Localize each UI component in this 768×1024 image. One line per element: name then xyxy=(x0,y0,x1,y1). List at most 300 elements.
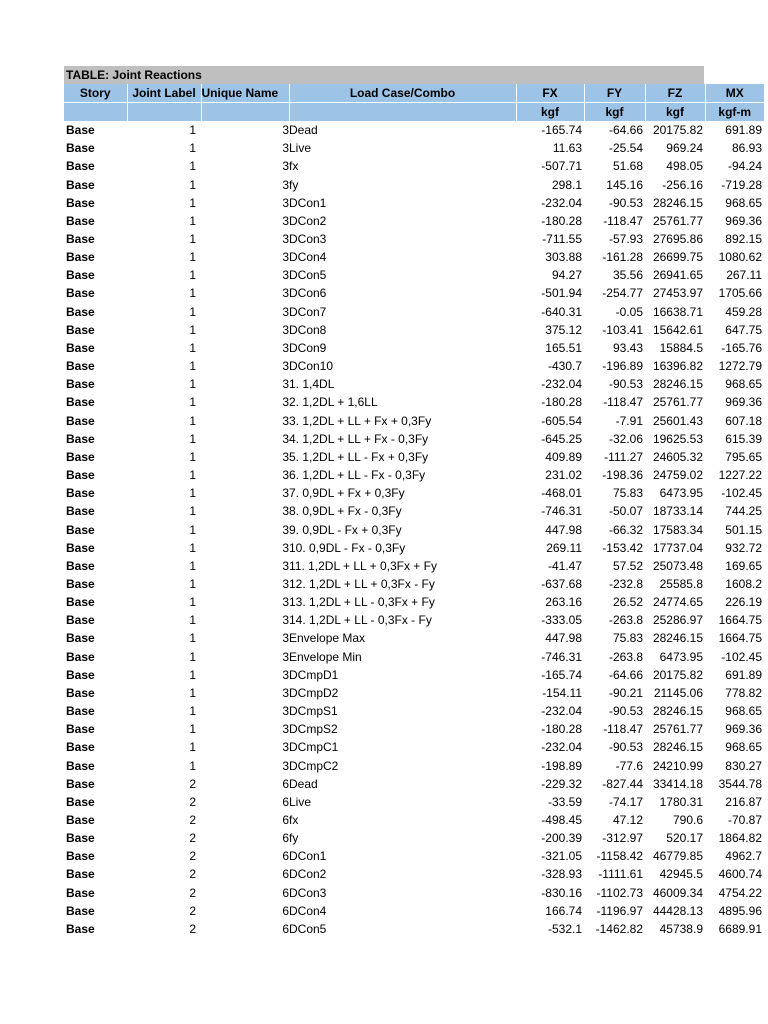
cell-fy[interactable]: -90.53 xyxy=(608,377,643,392)
cell-fx[interactable]: -333.05 xyxy=(541,613,582,628)
cell-joint-label[interactable]: 1 xyxy=(189,195,196,210)
cell-load-case[interactable]: DCmpC2 xyxy=(289,758,339,773)
cell-mx[interactable]: 969.36 xyxy=(725,395,762,410)
cell-fx[interactable]: -605.54 xyxy=(541,413,582,428)
cell-fz[interactable]: 15884.5 xyxy=(659,340,703,355)
cell-fy[interactable]: -74.17 xyxy=(608,794,643,809)
cell-fx[interactable]: -33.59 xyxy=(547,794,582,809)
cell-fz[interactable]: 21145.06 xyxy=(653,685,703,700)
cell-fx[interactable]: -328.93 xyxy=(541,867,582,882)
cell-unique-name[interactable]: 6 xyxy=(282,921,289,936)
cell-fy[interactable]: -153.42 xyxy=(602,540,643,555)
cell-fz[interactable]: 520.17 xyxy=(666,831,703,846)
cell-mx[interactable]: 691.89 xyxy=(725,667,762,682)
cell-joint-label[interactable]: 1 xyxy=(189,740,196,755)
cell-fx[interactable]: -232.04 xyxy=(541,740,582,755)
cell-mx[interactable]: 1227.22 xyxy=(718,468,762,483)
cell-fz[interactable]: 42945.5 xyxy=(659,867,703,882)
cell-unique-name[interactable]: 3 xyxy=(282,377,289,392)
cell-load-case[interactable]: DCon8 xyxy=(289,322,327,337)
cell-fx[interactable]: 447.98 xyxy=(545,631,582,646)
cell-joint-label[interactable]: 1 xyxy=(189,304,196,319)
cell-mx[interactable]: 169.65 xyxy=(725,558,762,573)
cell-fz[interactable]: 27453.97 xyxy=(652,286,703,301)
cell-mx[interactable]: 459.28 xyxy=(725,304,762,319)
cell-fx[interactable]: -165.74 xyxy=(541,667,582,682)
cell-story[interactable]: Base xyxy=(66,885,95,900)
cell-fy[interactable]: -263.8 xyxy=(608,649,643,664)
cell-mx[interactable]: 6689.91 xyxy=(718,921,762,936)
cell-fz[interactable]: 20175.82 xyxy=(652,123,703,138)
cell-load-case[interactable]: 6. 1,2DL + LL - Fx - 0,3Fy xyxy=(289,468,426,483)
cell-fy[interactable]: 47.12 xyxy=(612,813,643,828)
cell-fx[interactable]: -180.28 xyxy=(541,213,582,228)
cell-story[interactable]: Base xyxy=(66,813,95,828)
cell-story[interactable]: Base xyxy=(66,631,95,646)
cell-fy[interactable]: -90.21 xyxy=(608,685,643,700)
cell-fy[interactable]: -1462.82 xyxy=(595,921,643,936)
cell-story[interactable]: Base xyxy=(66,685,95,700)
cell-fx[interactable]: -229.32 xyxy=(541,776,582,791)
cell-fz[interactable]: 28246.15 xyxy=(652,704,703,719)
cell-fx[interactable]: -507.71 xyxy=(541,159,582,174)
cell-fy[interactable]: 57.52 xyxy=(612,558,643,573)
cell-joint-label[interactable]: 1 xyxy=(189,486,196,501)
cell-story[interactable]: Base xyxy=(66,613,95,628)
cell-story[interactable]: Base xyxy=(66,395,95,410)
cell-fx[interactable]: 231.02 xyxy=(545,468,582,483)
cell-fy[interactable]: -827.44 xyxy=(602,776,643,791)
cell-fx[interactable]: -200.39 xyxy=(541,831,582,846)
cell-unique-name[interactable]: 3 xyxy=(282,595,289,610)
cell-fy[interactable]: -312.97 xyxy=(602,831,643,846)
cell-mx[interactable]: 1080.62 xyxy=(718,250,762,265)
cell-joint-label[interactable]: 1 xyxy=(189,340,196,355)
cell-story[interactable]: Base xyxy=(66,921,95,936)
cell-joint-label[interactable]: 1 xyxy=(189,667,196,682)
cell-fy[interactable]: -0.05 xyxy=(615,304,643,319)
cell-load-case[interactable]: 9. 0,9DL - Fx + 0,3Fy xyxy=(289,522,402,537)
cell-joint-label[interactable]: 2 xyxy=(189,885,196,900)
cell-fx[interactable]: -746.31 xyxy=(541,649,582,664)
cell-story[interactable]: Base xyxy=(66,213,95,228)
cell-unique-name[interactable]: 6 xyxy=(282,885,289,900)
cell-joint-label[interactable]: 1 xyxy=(189,232,196,247)
cell-story[interactable]: Base xyxy=(66,177,95,192)
cell-fz[interactable]: 6473.95 xyxy=(659,649,703,664)
cell-story[interactable]: Base xyxy=(66,159,95,174)
cell-joint-label[interactable]: 2 xyxy=(189,813,196,828)
cell-fx[interactable]: -637.68 xyxy=(541,576,582,591)
header-fz[interactable]: FZ xyxy=(645,84,705,103)
cell-mx[interactable]: 968.65 xyxy=(725,377,762,392)
cell-joint-label[interactable]: 1 xyxy=(189,595,196,610)
cell-mx[interactable]: 501.15 xyxy=(725,522,762,537)
cell-story[interactable]: Base xyxy=(66,867,95,882)
cell-fx[interactable]: -232.04 xyxy=(541,377,582,392)
cell-mx[interactable]: 4895.96 xyxy=(718,903,762,918)
cell-unique-name[interactable]: 3 xyxy=(282,486,289,501)
cell-joint-label[interactable]: 1 xyxy=(189,504,196,519)
cell-unique-name[interactable]: 3 xyxy=(282,232,289,247)
cell-unique-name[interactable]: 3 xyxy=(282,685,289,700)
cell-fy[interactable]: -64.66 xyxy=(608,667,643,682)
cell-unique-name[interactable]: 3 xyxy=(282,504,289,519)
cell-unique-name[interactable]: 3 xyxy=(282,286,289,301)
cell-load-case[interactable]: DCon2 xyxy=(289,867,327,882)
cell-joint-label[interactable]: 1 xyxy=(189,449,196,464)
cell-mx[interactable]: -102.45 xyxy=(721,486,762,501)
cell-fz[interactable]: 24210.99 xyxy=(652,758,703,773)
cell-story[interactable]: Base xyxy=(66,558,95,573)
cell-joint-label[interactable]: 2 xyxy=(189,776,196,791)
cell-mx[interactable]: -70.87 xyxy=(727,813,762,828)
cell-story[interactable]: Base xyxy=(66,740,95,755)
cell-fy[interactable]: 75.83 xyxy=(612,486,643,501)
cell-fz[interactable]: 33414.18 xyxy=(652,776,703,791)
cell-load-case[interactable]: DCon5 xyxy=(289,921,327,936)
cell-joint-label[interactable]: 1 xyxy=(189,213,196,228)
cell-joint-label[interactable]: 1 xyxy=(189,758,196,773)
cell-joint-label[interactable]: 1 xyxy=(189,631,196,646)
cell-load-case[interactable]: Live xyxy=(289,141,312,156)
cell-mx[interactable]: 647.75 xyxy=(725,322,762,337)
cell-mx[interactable]: 267.11 xyxy=(726,268,762,283)
cell-fx[interactable]: -41.47 xyxy=(547,558,582,573)
cell-mx[interactable]: 968.65 xyxy=(725,740,762,755)
cell-joint-label[interactable]: 1 xyxy=(189,413,196,428)
cell-joint-label[interactable]: 1 xyxy=(189,268,196,283)
cell-fy[interactable]: -57.93 xyxy=(608,232,643,247)
cell-fx[interactable]: -430.7 xyxy=(547,359,582,374)
cell-fx[interactable]: 447.98 xyxy=(545,522,582,537)
cell-fx[interactable]: 263.16 xyxy=(545,595,582,610)
cell-unique-name[interactable]: 6 xyxy=(282,849,289,864)
cell-load-case[interactable]: DCmpS2 xyxy=(289,722,338,737)
cell-fz[interactable]: 25761.77 xyxy=(652,722,703,737)
cell-mx[interactable]: 86.93 xyxy=(731,141,762,156)
cell-load-case[interactable]: fx xyxy=(289,159,299,174)
cell-load-case[interactable]: DCmpC1 xyxy=(289,740,339,755)
cell-fz[interactable]: 44428.13 xyxy=(652,903,703,918)
cell-joint-label[interactable]: 1 xyxy=(189,613,196,628)
cell-unique-name[interactable]: 6 xyxy=(282,867,289,882)
cell-load-case[interactable]: DCon1 xyxy=(289,849,327,864)
cell-fy[interactable]: -232.8 xyxy=(608,576,643,591)
cell-unique-name[interactable]: 3 xyxy=(282,631,289,646)
cell-fy[interactable]: 26.52 xyxy=(612,595,643,610)
cell-mx[interactable]: 1664.75 xyxy=(718,631,762,646)
cell-load-case[interactable]: DCon5 xyxy=(289,268,327,283)
cell-load-case[interactable]: 1. 1,4DL xyxy=(289,377,335,392)
cell-fx[interactable]: -532.1 xyxy=(547,921,582,936)
cell-mx[interactable]: 3544.78 xyxy=(718,776,762,791)
cell-mx[interactable]: 1664.75 xyxy=(718,613,762,628)
cell-fz[interactable]: 25286.97 xyxy=(652,613,703,628)
cell-joint-label[interactable]: 2 xyxy=(189,921,196,936)
cell-unique-name[interactable]: 3 xyxy=(282,395,289,410)
cell-joint-label[interactable]: 1 xyxy=(189,322,196,337)
cell-fz[interactable]: 16638.71 xyxy=(652,304,703,319)
cell-joint-label[interactable]: 1 xyxy=(189,141,196,156)
cell-load-case[interactable]: DCon4 xyxy=(289,250,327,265)
header-unique-name[interactable]: Unique Name xyxy=(201,84,289,103)
cell-unique-name[interactable]: 3 xyxy=(282,740,289,755)
cell-fz[interactable]: 790.6 xyxy=(672,813,703,828)
cell-load-case[interactable]: 12. 1,2DL + LL + 0,3Fx - Fy xyxy=(289,576,435,591)
cell-joint-label[interactable]: 1 xyxy=(189,576,196,591)
cell-story[interactable]: Base xyxy=(66,322,95,337)
cell-joint-label[interactable]: 1 xyxy=(189,286,196,301)
cell-unique-name[interactable]: 3 xyxy=(282,340,289,355)
cell-story[interactable]: Base xyxy=(66,758,95,773)
cell-fx[interactable]: 94.27 xyxy=(551,268,582,283)
cell-load-case[interactable]: DCon10 xyxy=(289,359,334,374)
cell-story[interactable]: Base xyxy=(66,195,95,210)
cell-fy[interactable]: -1111.61 xyxy=(598,867,643,882)
cell-story[interactable]: Base xyxy=(66,413,95,428)
cell-fz[interactable]: 18733.14 xyxy=(652,504,703,519)
cell-fy[interactable]: -90.53 xyxy=(608,740,643,755)
cell-story[interactable]: Base xyxy=(66,431,95,446)
cell-load-case[interactable]: DCon9 xyxy=(289,340,327,355)
cell-fz[interactable]: -256.16 xyxy=(662,177,703,192)
cell-unique-name[interactable]: 6 xyxy=(282,831,289,846)
cell-story[interactable]: Base xyxy=(66,504,95,519)
cell-unique-name[interactable]: 3 xyxy=(282,304,289,319)
cell-story[interactable]: Base xyxy=(66,722,95,737)
cell-fx[interactable]: -232.04 xyxy=(541,704,582,719)
cell-story[interactable]: Base xyxy=(66,468,95,483)
cell-joint-label[interactable]: 1 xyxy=(189,431,196,446)
cell-fx[interactable]: 409.89 xyxy=(545,449,582,464)
cell-mx[interactable]: 4754.22 xyxy=(718,885,762,900)
cell-fy[interactable]: -7.91 xyxy=(615,413,643,428)
cell-mx[interactable]: -94.24 xyxy=(727,159,762,174)
cell-unique-name[interactable]: 3 xyxy=(282,449,289,464)
cell-fy[interactable]: -64.66 xyxy=(608,123,643,138)
cell-fz[interactable]: 969.24 xyxy=(666,141,703,156)
cell-fx[interactable]: 166.74 xyxy=(545,903,582,918)
cell-story[interactable]: Base xyxy=(66,377,95,392)
header-load-case[interactable]: Load Case/Combo xyxy=(289,84,516,103)
cell-fx[interactable]: -468.01 xyxy=(541,486,582,501)
cell-fz[interactable]: 1780.31 xyxy=(659,794,703,809)
cell-fx[interactable]: -154.11 xyxy=(542,685,582,700)
cell-unique-name[interactable]: 3 xyxy=(282,195,289,210)
cell-mx[interactable]: 744.25 xyxy=(725,504,762,519)
header-story[interactable]: Story xyxy=(64,84,127,103)
cell-load-case[interactable]: DCon4 xyxy=(289,903,327,918)
cell-load-case[interactable]: DCon2 xyxy=(289,213,327,228)
cell-fx[interactable]: 165.51 xyxy=(545,340,582,355)
cell-fz[interactable]: 26941.65 xyxy=(652,268,703,283)
cell-story[interactable]: Base xyxy=(66,232,95,247)
cell-story[interactable]: Base xyxy=(66,304,95,319)
cell-unique-name[interactable]: 3 xyxy=(282,250,289,265)
cell-fy[interactable]: -1158.42 xyxy=(596,849,643,864)
cell-fy[interactable]: -118.47 xyxy=(603,395,643,410)
cell-joint-label[interactable]: 1 xyxy=(189,558,196,573)
cell-unique-name[interactable]: 3 xyxy=(282,413,289,428)
cell-story[interactable]: Base xyxy=(66,359,95,374)
cell-load-case[interactable]: Envelope Min xyxy=(289,649,362,664)
cell-story[interactable]: Base xyxy=(66,268,95,283)
cell-load-case[interactable]: Live xyxy=(289,794,312,809)
cell-mx[interactable]: 969.36 xyxy=(725,722,762,737)
cell-joint-label[interactable]: 1 xyxy=(189,177,196,192)
cell-unique-name[interactable]: 3 xyxy=(282,667,289,682)
cell-fz[interactable]: 24605.32 xyxy=(652,449,703,464)
cell-story[interactable]: Base xyxy=(66,595,95,610)
cell-fy[interactable]: -50.07 xyxy=(608,504,643,519)
cell-story[interactable]: Base xyxy=(66,123,95,138)
cell-fx[interactable]: -830.16 xyxy=(541,885,582,900)
cell-fz[interactable]: 24759.02 xyxy=(652,468,703,483)
cell-mx[interactable]: 1272.79 xyxy=(718,359,762,374)
cell-fz[interactable]: 28246.15 xyxy=(652,377,703,392)
cell-joint-label[interactable]: 1 xyxy=(189,649,196,664)
header-fx[interactable]: FX xyxy=(516,84,584,103)
cell-load-case[interactable]: DCmpS1 xyxy=(289,704,338,719)
cell-fz[interactable]: 25761.77 xyxy=(652,395,703,410)
cell-unique-name[interactable]: 3 xyxy=(282,177,289,192)
cell-unique-name[interactable]: 3 xyxy=(282,722,289,737)
cell-load-case[interactable]: 11. 1,2DL + LL + 0,3Fx + Fy xyxy=(289,558,437,573)
cell-fz[interactable]: 27695.86 xyxy=(652,232,703,247)
cell-unique-name[interactable]: 3 xyxy=(282,649,289,664)
cell-load-case[interactable]: DCon7 xyxy=(289,304,327,319)
cell-joint-label[interactable]: 1 xyxy=(189,704,196,719)
cell-fx[interactable]: -232.04 xyxy=(541,195,582,210)
cell-story[interactable]: Base xyxy=(66,340,95,355)
cell-load-case[interactable]: DCon1 xyxy=(289,195,327,210)
cell-fz[interactable]: 46779.85 xyxy=(652,849,703,864)
cell-fy[interactable]: -103.41 xyxy=(602,322,643,337)
cell-fz[interactable]: 17737.04 xyxy=(652,540,703,555)
cell-load-case[interactable]: 2. 1,2DL + 1,6LL xyxy=(289,395,378,410)
cell-fz[interactable]: 25601.43 xyxy=(652,413,703,428)
cell-load-case[interactable]: DCmpD1 xyxy=(289,667,339,682)
cell-mx[interactable]: 216.87 xyxy=(725,794,762,809)
cell-story[interactable]: Base xyxy=(66,449,95,464)
cell-load-case[interactable]: 13. 1,2DL + LL - 0,3Fx + Fy xyxy=(289,595,435,610)
cell-joint-label[interactable]: 2 xyxy=(189,903,196,918)
cell-fz[interactable]: 46009.34 xyxy=(652,885,703,900)
cell-story[interactable]: Base xyxy=(66,794,95,809)
cell-joint-label[interactable]: 1 xyxy=(189,722,196,737)
cell-fx[interactable]: -746.31 xyxy=(541,504,582,519)
cell-joint-label[interactable]: 2 xyxy=(189,867,196,882)
cell-fy[interactable]: 35.56 xyxy=(612,268,643,283)
cell-mx[interactable]: -165.76 xyxy=(721,340,762,355)
cell-fx[interactable]: -711.55 xyxy=(542,232,582,247)
cell-fy[interactable]: -25.54 xyxy=(608,141,643,156)
cell-unique-name[interactable]: 3 xyxy=(282,322,289,337)
cell-load-case[interactable]: 3. 1,2DL + LL + Fx + 0,3Fy xyxy=(289,413,432,428)
cell-unique-name[interactable]: 3 xyxy=(282,522,289,537)
cell-story[interactable]: Base xyxy=(66,576,95,591)
cell-fy[interactable]: -1196.97 xyxy=(596,903,643,918)
cell-fy[interactable]: -263.8 xyxy=(608,613,643,628)
cell-mx[interactable]: 4600.74 xyxy=(718,867,762,882)
cell-load-case[interactable]: fy xyxy=(289,177,299,192)
cell-unique-name[interactable]: 6 xyxy=(282,813,289,828)
cell-joint-label[interactable]: 2 xyxy=(189,849,196,864)
cell-fz[interactable]: 19625.53 xyxy=(652,431,703,446)
cell-mx[interactable]: 615.39 xyxy=(725,431,762,446)
cell-fz[interactable]: 28246.15 xyxy=(652,631,703,646)
cell-unique-name[interactable]: 3 xyxy=(282,431,289,446)
cell-mx[interactable]: 969.36 xyxy=(725,213,762,228)
cell-fz[interactable]: 17583.34 xyxy=(652,522,703,537)
cell-fz[interactable]: 45738.9 xyxy=(659,921,703,936)
cell-unique-name[interactable]: 3 xyxy=(282,558,289,573)
cell-story[interactable]: Base xyxy=(66,540,95,555)
cell-load-case[interactable]: DCon6 xyxy=(289,286,327,301)
cell-story[interactable]: Base xyxy=(66,250,95,265)
cell-fx[interactable]: 11.63 xyxy=(552,141,582,156)
cell-fz[interactable]: 25585.8 xyxy=(659,576,703,591)
cell-fy[interactable]: 93.43 xyxy=(612,340,643,355)
cell-joint-label[interactable]: 1 xyxy=(189,540,196,555)
header-mx[interactable]: MX xyxy=(705,84,764,103)
cell-load-case[interactable]: DCon3 xyxy=(289,885,327,900)
cell-load-case[interactable]: fx xyxy=(289,813,299,828)
cell-joint-label[interactable]: 1 xyxy=(189,159,196,174)
cell-fz[interactable]: 28246.15 xyxy=(652,740,703,755)
cell-story[interactable]: Base xyxy=(66,141,95,156)
cell-fx[interactable]: 298.1 xyxy=(551,177,582,192)
cell-fz[interactable]: 26699.75 xyxy=(652,250,703,265)
cell-mx[interactable]: -102.45 xyxy=(721,649,762,664)
cell-unique-name[interactable]: 3 xyxy=(282,576,289,591)
cell-load-case[interactable]: 7. 0,9DL + Fx + 0,3Fy xyxy=(289,486,405,501)
cell-fy[interactable]: -254.77 xyxy=(602,286,643,301)
cell-unique-name[interactable]: 3 xyxy=(282,758,289,773)
cell-fz[interactable]: 28246.15 xyxy=(652,195,703,210)
cell-joint-label[interactable]: 1 xyxy=(189,377,196,392)
cell-fy[interactable]: -161.28 xyxy=(602,250,643,265)
cell-mx[interactable]: 691.89 xyxy=(725,123,762,138)
cell-load-case[interactable]: 5. 1,2DL + LL - Fx + 0,3Fy xyxy=(289,449,429,464)
cell-mx[interactable]: 968.65 xyxy=(725,704,762,719)
cell-joint-label[interactable]: 2 xyxy=(189,794,196,809)
cell-joint-label[interactable]: 1 xyxy=(189,522,196,537)
cell-mx[interactable]: 932.72 xyxy=(725,540,762,555)
cell-fx[interactable]: -180.28 xyxy=(541,395,582,410)
cell-unique-name[interactable]: 3 xyxy=(282,159,289,174)
cell-story[interactable]: Base xyxy=(66,522,95,537)
cell-fx[interactable]: -501.94 xyxy=(541,286,582,301)
cell-story[interactable]: Base xyxy=(66,903,95,918)
cell-fx[interactable]: -645.25 xyxy=(541,431,582,446)
cell-fz[interactable]: 16396.82 xyxy=(652,359,703,374)
cell-unique-name[interactable]: 6 xyxy=(282,794,289,809)
cell-mx[interactable]: -719.28 xyxy=(721,177,762,192)
cell-load-case[interactable]: 4. 1,2DL + LL + Fx - 0,3Fy xyxy=(289,431,429,446)
cell-fz[interactable]: 15642.61 xyxy=(652,322,703,337)
cell-load-case[interactable]: 10. 0,9DL - Fx - 0,3Fy xyxy=(289,540,406,555)
cell-mx[interactable]: 892.15 xyxy=(725,232,762,247)
cell-unique-name[interactable]: 3 xyxy=(282,359,289,374)
cell-story[interactable]: Base xyxy=(66,849,95,864)
cell-story[interactable]: Base xyxy=(66,286,95,301)
cell-fx[interactable]: -180.28 xyxy=(541,722,582,737)
cell-fy[interactable]: -90.53 xyxy=(608,195,643,210)
cell-unique-name[interactable]: 3 xyxy=(282,123,289,138)
cell-fx[interactable]: 269.11 xyxy=(546,540,582,555)
